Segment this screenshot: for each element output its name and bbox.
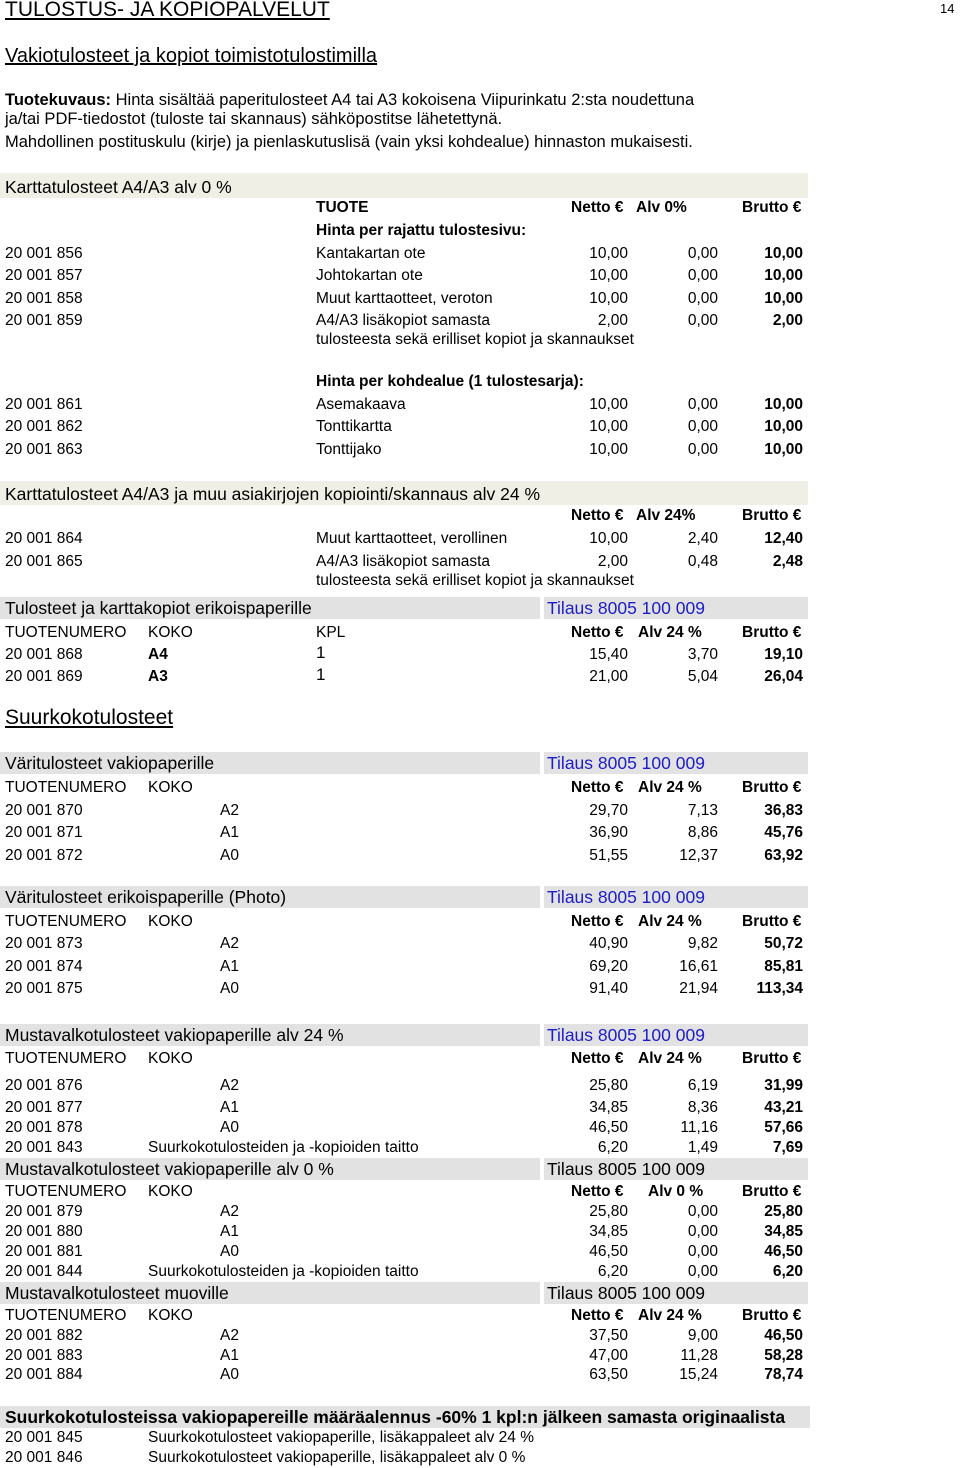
netto-value: 25,80 [589, 1203, 628, 1220]
netto-value: 29,70 [589, 802, 628, 819]
product-qty: 1 [316, 643, 326, 662]
netto-value: 46,50 [589, 1243, 628, 1260]
product-name: Muut karttaotteet, verollinen [316, 530, 508, 547]
netto-value: 37,50 [589, 1327, 628, 1344]
order-number: Tilaus 8005 100 009 [547, 1025, 705, 1045]
netto-value: 63,50 [589, 1366, 628, 1383]
product-name: Suurkokotulosteet vakiopaperille, lisäkappaleet alv 0 % [148, 1449, 526, 1466]
product-code: 20 001 861 [5, 396, 83, 413]
product-code: 20 001 863 [5, 441, 83, 458]
column-header-size: KOKO [148, 624, 193, 641]
alv-value: 6,19 [687, 1077, 718, 1094]
brutto-value: 50,72 [764, 935, 803, 952]
alv-value: 11,28 [680, 1347, 718, 1364]
column-header-brutto: Brutto € [742, 1307, 802, 1324]
netto-value: 40,90 [589, 935, 628, 952]
section-title: Mustavalkotulosteet muoville [5, 1283, 229, 1303]
brutto-value: 10,00 [764, 245, 803, 262]
product-size: A0 [220, 1366, 239, 1383]
description-line: ja/tai PDF-tiedostot (tuloste tai skannaus) sähköpostitse lähetettynä. [5, 110, 503, 128]
column-header-size: KOKO [148, 1307, 193, 1324]
section-heading: Vakiotulosteet ja kopiot toimistotulostimilla [5, 45, 378, 67]
column-header-netto: Netto € [571, 624, 624, 641]
section-heading: Suurkokotulosteet [5, 706, 174, 729]
product-size: A0 [220, 847, 239, 864]
product-name: A4/A3 lisäkopiot samasta [316, 312, 491, 329]
alv-value: 2,40 [687, 530, 718, 547]
alv-value: 0,00 [687, 1203, 718, 1220]
product-note: tulosteesta sekä erilliset kopiot ja skannaukset [316, 331, 634, 348]
brutto-value: 34,85 [764, 1223, 803, 1240]
product-code: 20 001 878 [5, 1119, 83, 1136]
alv-value: 8,36 [687, 1099, 718, 1116]
column-header-alv: Alv 24 % [638, 1050, 702, 1067]
column-header-qty: KPL [316, 624, 346, 641]
column-header-code: TUOTENUMERO [5, 1050, 127, 1067]
product-code: 20 001 870 [5, 802, 83, 819]
alv-value: 0,00 [687, 290, 718, 307]
product-size: A4 [148, 646, 168, 663]
product-size: A2 [220, 802, 239, 819]
netto-value: 2,00 [597, 312, 628, 329]
product-name: Johtokartan ote [316, 267, 423, 284]
column-header-code: TUOTENUMERO [5, 624, 127, 641]
alv-value: 16,61 [679, 958, 718, 975]
product-code: 20 001 872 [5, 847, 83, 864]
brutto-value: 45,76 [764, 824, 803, 841]
brutto-value: 6,20 [772, 1263, 803, 1280]
product-code: 20 001 862 [5, 418, 83, 435]
product-name: Tonttijako [316, 441, 382, 458]
product-size: A0 [220, 1119, 239, 1136]
alv-value: 12,37 [679, 847, 718, 864]
product-size: A2 [220, 1077, 239, 1094]
section-title: Karttatulosteet A4/A3 ja muu asiakirjojen kopiointi/skannaus alv 24 % [5, 484, 541, 504]
brutto-value: 113,34 [756, 980, 803, 997]
product-size: A3 [148, 668, 168, 685]
brutto-value: 25,80 [764, 1203, 803, 1220]
column-header-product: TUOTE [316, 199, 369, 216]
column-header-size: KOKO [148, 1183, 193, 1200]
netto-value: 10,00 [589, 530, 628, 547]
alv-value: 9,82 [687, 935, 718, 952]
netto-value: 10,00 [589, 441, 628, 458]
alv-value: 0,48 [687, 553, 718, 570]
column-header-brutto: Brutto € [742, 1050, 802, 1067]
subheading: Hinta per rajattu tulostesivu: [316, 222, 527, 239]
column-header-netto: Netto € [571, 1183, 624, 1200]
section-title: Mustavalkotulosteet vakiopaperille alv 0 % [5, 1159, 334, 1179]
brutto-value: 46,50 [764, 1327, 803, 1344]
product-note: tulosteesta sekä erilliset kopiot ja skannaukset [316, 572, 634, 589]
section-title: Karttatulosteet A4/A3 alv 0 % [5, 177, 232, 197]
product-code: 20 001 846 [5, 1449, 83, 1466]
product-qty: 1 [316, 665, 326, 684]
product-size: A1 [220, 1223, 239, 1240]
discount-title-clip [5, 1407, 810, 1427]
product-code: 20 001 857 [5, 267, 83, 284]
netto-value: 10,00 [589, 267, 628, 284]
alv-value: 1,49 [687, 1139, 718, 1156]
alv-value: 11,16 [680, 1119, 718, 1136]
netto-value: 34,85 [589, 1223, 628, 1240]
alv-value: 0,00 [687, 396, 718, 413]
column-header-size: KOKO [148, 913, 193, 930]
netto-value: 51,55 [589, 847, 628, 864]
alv-value: 0,00 [687, 1263, 718, 1280]
section-title: Tulosteet ja karttakopiot erikoispaperille [5, 598, 312, 618]
order-number: Tilaus 8005 100 009 [547, 1283, 705, 1303]
column-header-size: KOKO [148, 779, 193, 796]
product-code: 20 001 843 [5, 1139, 83, 1156]
netto-value: 91,40 [589, 980, 628, 997]
column-header-alv: Alv 24% [636, 507, 696, 524]
netto-value: 10,00 [589, 418, 628, 435]
product-code: 20 001 879 [5, 1203, 83, 1220]
alv-value: 0,00 [687, 1223, 718, 1240]
brutto-value: 2,00 [772, 312, 803, 329]
brutto-value: 2,48 [772, 553, 803, 570]
alv-value: 0,00 [687, 245, 718, 262]
netto-value: 15,40 [589, 646, 628, 663]
alv-value: 21,94 [679, 980, 718, 997]
brutto-value: 10,00 [764, 290, 803, 307]
alv-value: 0,00 [687, 267, 718, 284]
netto-value: 6,20 [597, 1139, 628, 1156]
section-title: Suurkokotulosteissa vakiopapereille määräalennus -60% 1 kpl:n jälkeen samasta originaalista [5, 1407, 786, 1427]
section-title: Väritulosteet erikoispaperille (Photo) [5, 887, 287, 907]
order-number: Tilaus 8005 100 009 [547, 598, 705, 618]
product-size: A2 [220, 935, 239, 952]
column-header-alv: Alv 24 % [638, 779, 702, 796]
brutto-value: 36,83 [764, 802, 803, 819]
column-header-size: KOKO [148, 1050, 193, 1067]
netto-value: 10,00 [589, 290, 628, 307]
column-header-code: TUOTENUMERO [5, 1307, 127, 1324]
alv-value: 15,24 [679, 1366, 718, 1383]
brutto-value: 43,21 [764, 1099, 803, 1116]
product-code: 20 001 871 [5, 824, 83, 841]
description-text: Hinta sisältää paperitulosteet A4 tai A3 kokoisena Viipurinkatu 2:sta noudettuna [111, 91, 695, 109]
description-line [5, 91, 694, 109]
alv-value: 0,00 [687, 1243, 718, 1260]
product-name: Tonttikartta [316, 418, 392, 435]
brutto-value: 10,00 [764, 418, 803, 435]
alv-value: 7,13 [687, 802, 718, 819]
product-size: A2 [220, 1203, 239, 1220]
alv-value: 0,00 [687, 312, 718, 329]
product-code: 20 001 877 [5, 1099, 83, 1116]
column-header-netto: Netto € [571, 1050, 624, 1067]
description-line: Mahdollinen postituskulu (kirje) ja pienlaskutuslisä (vain yksi kohdealue) hinnaston mukaisesti. [5, 133, 693, 151]
product-name: Muut karttaotteet, veroton [316, 290, 493, 307]
product-code: 20 001 869 [5, 668, 83, 685]
brutto-value: 12,40 [764, 530, 803, 547]
column-header-brutto: Brutto € [742, 624, 802, 641]
alv-value: 0,00 [687, 441, 718, 458]
netto-value: 10,00 [589, 245, 628, 262]
product-code: 20 001 876 [5, 1077, 83, 1094]
brutto-value: 10,00 [764, 441, 803, 458]
product-code: 20 001 859 [5, 312, 83, 329]
column-header-alv: Alv 24 % [638, 1307, 702, 1324]
product-code: 20 001 873 [5, 935, 83, 952]
product-size: A1 [220, 958, 239, 975]
product-code: 20 001 845 [5, 1429, 83, 1446]
page-title: TULOSTUS- JA KOPIOPALVELUT [5, 0, 330, 21]
brutto-value: 58,28 [764, 1347, 803, 1364]
product-code: 20 001 865 [5, 553, 83, 570]
brutto-value: 46,50 [764, 1243, 803, 1260]
netto-value: 2,00 [597, 553, 628, 570]
order-number: Tilaus 8005 100 009 [547, 1159, 705, 1179]
netto-value: 25,80 [589, 1077, 628, 1094]
product-size: A0 [220, 1243, 239, 1260]
product-size: A1 [220, 1347, 239, 1364]
product-code: 20 001 881 [5, 1243, 83, 1260]
product-name: Suurkokotulosteiden ja -kopioiden taitto [148, 1139, 419, 1156]
product-code: 20 001 844 [5, 1263, 83, 1280]
brutto-value: 85,81 [764, 958, 803, 975]
alv-value: 8,86 [687, 824, 718, 841]
alv-value: 0,00 [687, 418, 718, 435]
column-header-code: TUOTENUMERO [5, 1183, 127, 1200]
column-header-alv: Alv 24 % [638, 624, 702, 641]
column-header-alv: Alv 0 % [648, 1183, 704, 1200]
brutto-value: 26,04 [764, 668, 803, 685]
alv-value: 3,70 [687, 646, 718, 663]
column-header-netto: Netto € [571, 913, 624, 930]
product-code: 20 001 868 [5, 646, 83, 663]
netto-value: 47,00 [589, 1347, 628, 1364]
subheading: Hinta per kohdealue (1 tulostesarja): [316, 373, 584, 390]
product-code: 20 001 856 [5, 245, 83, 262]
column-header-alv: Alv 24 % [638, 913, 702, 930]
brutto-value: 57,66 [764, 1119, 803, 1136]
product-code: 20 001 874 [5, 958, 83, 975]
column-header-netto: Netto € [571, 779, 624, 796]
brutto-value: 19,10 [764, 646, 803, 663]
column-header-netto: Netto € [571, 1307, 624, 1324]
product-size: A1 [220, 1099, 239, 1116]
product-code: 20 001 875 [5, 980, 83, 997]
brutto-value: 7,69 [772, 1139, 803, 1156]
netto-value: 36,90 [589, 824, 628, 841]
netto-value: 6,20 [597, 1263, 628, 1280]
brutto-value: 10,00 [764, 396, 803, 413]
order-number: Tilaus 8005 100 009 [547, 887, 705, 907]
netto-value: 10,00 [589, 396, 628, 413]
column-header-code: TUOTENUMERO [5, 779, 127, 796]
column-header-brutto: Brutto € [742, 913, 802, 930]
brutto-value: 63,92 [764, 847, 803, 864]
product-code: 20 001 884 [5, 1366, 83, 1383]
netto-value: 21,00 [589, 668, 628, 685]
alv-value: 5,04 [687, 668, 718, 685]
page-number: 14 [940, 1, 955, 16]
netto-value: 34,85 [589, 1099, 628, 1116]
product-size: A2 [220, 1327, 239, 1344]
column-header-brutto: Brutto € [742, 507, 802, 524]
column-header-netto: Netto € [571, 507, 624, 524]
product-code: 20 001 883 [5, 1347, 83, 1364]
product-name: Asemakaava [316, 396, 406, 413]
product-name: A4/A3 lisäkopiot samasta [316, 553, 491, 570]
brutto-value: 78,74 [764, 1366, 803, 1383]
product-size: A0 [220, 980, 239, 997]
product-name: Suurkokotulosteet vakiopaperille, lisäkappaleet alv 24 % [148, 1429, 535, 1446]
product-size: A1 [220, 824, 239, 841]
column-header-alv: Alv 0% [636, 199, 687, 216]
product-code: 20 001 858 [5, 290, 83, 307]
section-title: Väritulosteet vakiopaperille [5, 753, 215, 773]
column-header-brutto: Brutto € [742, 779, 802, 796]
product-name: Suurkokotulosteiden ja -kopioiden taitto [148, 1263, 419, 1280]
column-header-netto: Netto € [571, 199, 624, 216]
order-number: Tilaus 8005 100 009 [547, 753, 705, 773]
netto-value: 46,50 [589, 1119, 628, 1136]
brutto-value: 10,00 [764, 267, 803, 284]
product-code: 20 001 880 [5, 1223, 83, 1240]
product-code: 20 001 882 [5, 1327, 83, 1344]
product-code: 20 001 864 [5, 530, 83, 547]
section-title: Mustavalkotulosteet vakiopaperille alv 24 % [5, 1025, 344, 1045]
alv-value: 9,00 [687, 1327, 718, 1344]
netto-value: 69,20 [589, 958, 628, 975]
column-header-brutto: Brutto € [742, 1183, 802, 1200]
column-header-code: TUOTENUMERO [5, 913, 127, 930]
product-name: Kantakartan ote [316, 245, 426, 262]
brutto-value: 31,99 [764, 1077, 803, 1094]
column-header-brutto: Brutto € [742, 199, 802, 216]
description-label: Tuotekuvaus: [5, 91, 112, 109]
